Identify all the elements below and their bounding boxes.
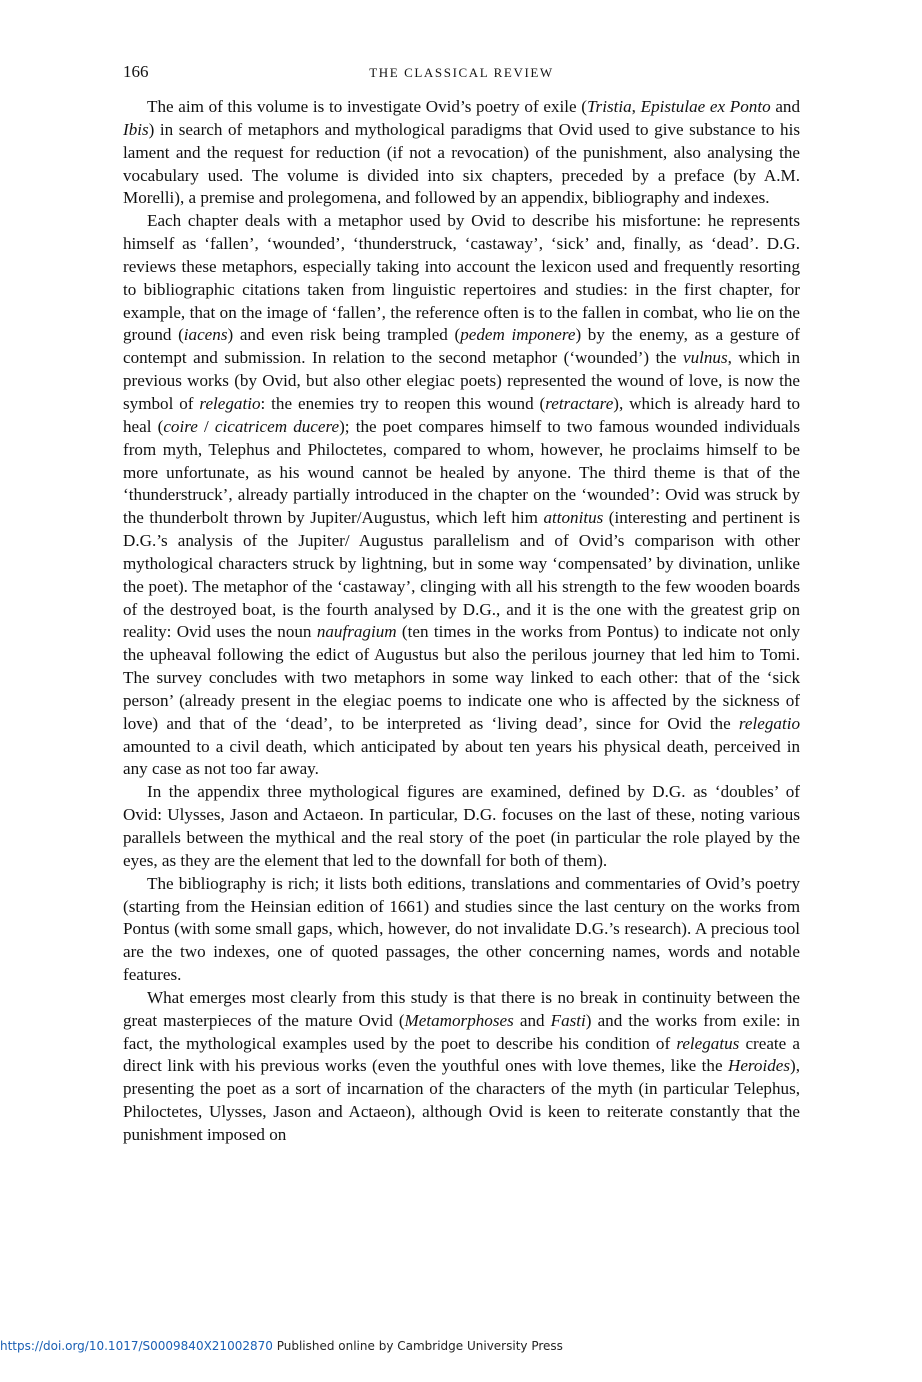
- italic-term: Metamorphoses: [404, 1010, 514, 1030]
- italic-term: retractare: [545, 393, 614, 413]
- text-run: In the appendix three mythological figures are examined, defined by D.G. as ‘doubles’ of Ovid: Ulysses, Jason and Actaeon. In particular, D.G. focuses on the last of these, noting various parallels between the mythical and the real story of the poet (in particular the role played by the eyes, as they are the element that led to the downfall for both of them).: [123, 782, 800, 870]
- page-header: [123, 62, 800, 86]
- italic-term: Heroides: [727, 1056, 791, 1076]
- publisher-note: Published online by Cambridge University Press: [272, 1339, 563, 1353]
- page-number: 166: [123, 62, 149, 81]
- paragraph: [123, 96, 800, 210]
- paragraph: [123, 873, 800, 987]
- text-run: What emerges most clearly from this study is that there is no break in continuity between the great masterpieces of the mature Ovid (: [123, 987, 800, 1030]
- paragraph: [123, 210, 800, 781]
- italic-term: relegatus: [676, 1033, 740, 1053]
- text-run: ) and the works from exile: in fact, the mythological examples used by the poet to describe his condition of: [123, 1010, 800, 1053]
- text-run: ), presenting the poet as a sort of incarnation of the characters of the myth (in particular Telephus, Philoctetes, Ulysses, Jason and Actaeon), although Ovid is keen to reiterate constantly that the punishment imposed on: [123, 1056, 800, 1144]
- italic-term: iacens: [183, 325, 228, 345]
- italic-term: Ibis: [123, 119, 149, 139]
- text-run: ) in search of metaphors and mythological paradigms that Ovid used to give substance to his lament and the request for reduction (if not a revocation) of the punishment, also analysing the vocabulary used. The volume is divided into six chapters, preceded by a preface (by A.M. Morelli), a premise and prolegomena, and followed by an appendix, bibliography and indexes.: [123, 119, 800, 208]
- text-run: amounted to a civil death, which anticipated by about ten years his physical death, perceived in any case as not too far away.: [123, 736, 800, 779]
- page-footer: [0, 1339, 563, 1353]
- text-run: and: [513, 1010, 551, 1030]
- text-run: create a direct link with his previous works (even the youthful ones with love themes, like the: [123, 1033, 800, 1076]
- paragraph: [123, 987, 800, 1147]
- text-run: ); the poet compares himself to two famous wounded individuals from myth, Telephus and Philoctetes, compared to whom, however, he proclaims himself to be more unfortunate, as his wound cannot be healed by anyone. The third theme is that of the ‘thunderstruck’, already partially introduced in the chapter on the ‘wounded’: Ovid was struck by the thunderbolt thrown by Jupiter/Augustus, which left him: [123, 416, 800, 528]
- italic-term: Epistulae ex Ponto: [640, 97, 771, 116]
- text-run: ) and even risk being trampled (: [227, 325, 461, 345]
- italic-term: relegatio: [199, 393, 261, 413]
- paragraph: [123, 781, 800, 872]
- italic-term: cicatricem ducere: [214, 416, 340, 436]
- text-run: The bibliography is rich; it lists both editions, translations and commentaries of Ovid’s poetry (starting from the Heinsian edition of 1661) and studies since the last century on the works from Pontus (with some small gaps, which, however, do not invalidate D.G.’s research). A precious tool are the two indexes, one of quoted passages, the other concerning names, words and notable features.: [123, 873, 800, 985]
- text-run: : the enemies try to reopen this wound (: [260, 393, 546, 413]
- italic-term: attonitus: [543, 508, 604, 528]
- article-body: [123, 96, 800, 1147]
- text-run: The aim of this volume is to investigate Ovid’s poetry of exile (: [147, 97, 587, 116]
- italic-term: Tristia: [586, 97, 632, 116]
- text-run: ,: [631, 97, 641, 116]
- doi-link[interactable]: https://doi.org/10.1017/S0009840X21002870: [0, 1339, 273, 1353]
- text-run: ) by the enemy, as a gesture of contempt and submission. In relation to the second metaphor (‘wounded’) the: [123, 325, 800, 368]
- text-run: (ten times in the works from Pontus) to indicate not only the upheaval following the edict of Augustus but also the perilous journey that led him to Tomi. The survey concludes with two metaphors in some way linked to each other: that of the ‘sick person’ (already present in the elegiac poems to indicate one who is affected by the sickness of love) and that of the ‘dead’, to be interpreted as ‘living dead’, since for Ovid the: [123, 622, 800, 733]
- text-run: , which in previous works (by Ovid, but also other elegiac poets) represented the wound of love, is now the symbol of: [123, 348, 800, 413]
- text-run: and: [770, 97, 801, 116]
- text-run: Each chapter deals with a metaphor used by Ovid to describe his misfortune: he represents himself as ‘fallen’, ‘wounded’, ‘thunderstruck, ‘castaway’, ‘sick’ and, finally, as ‘dead’. D.G. reviews these metaphors, especially taking into account the lexicon used and frequently resorting to bibliographic citations taken from linguistic repertoires and studies: in the first chapter, for example, that on the image of ‘fallen’, the reference often is to the fallen in combat, who lie on the ground (: [123, 211, 800, 345]
- text-run: /: [197, 416, 215, 436]
- text-run: ), which is already hard to heal (: [123, 393, 800, 436]
- italic-term: vulnus: [683, 348, 728, 368]
- text-run: (interesting and pertinent is D.G.’s analysis of the Jupiter/ Augustus parallelism and of Ovid’s comparison with other mythological characters struck by lightning, but in some way ‘compensated’ by divination, unlike the poet). The metaphor of the ‘castaway’, clinging with all his strength to the few wooden boards of the destroyed boat, is the fourth analysed by D.G., and it is the one with the greatest grip on reality: Ovid uses the noun: [123, 508, 800, 642]
- italic-term: pedem imponere: [460, 325, 576, 345]
- italic-term: naufragium: [316, 622, 397, 642]
- italic-term: relegatio: [738, 713, 800, 733]
- running-head: THE CLASSICAL REVIEW: [369, 65, 554, 80]
- italic-term: Fasti: [550, 1010, 586, 1030]
- italic-term: coire: [163, 416, 198, 436]
